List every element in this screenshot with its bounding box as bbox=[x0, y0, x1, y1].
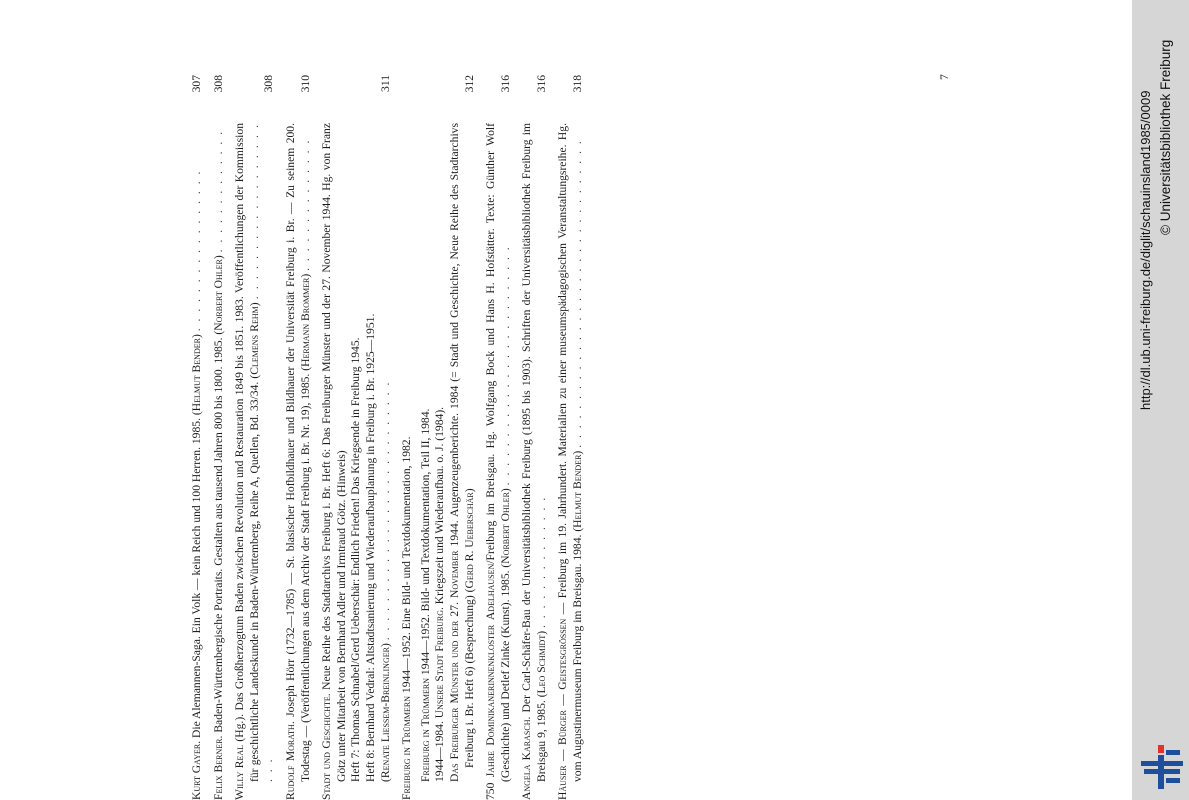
entry-page-number: 308 bbox=[262, 75, 276, 93]
entry-author: Kurt Gayer bbox=[190, 743, 203, 800]
entry-sub-item: 1944—1984. Unsere Stadt Freiburg. Kriegszeit und Wiederaufbau. o. J. (1984). bbox=[433, 406, 447, 782]
entry-sub-item: Heft 7: Thomas Schnabel/Gerd Ueberschär: Endlich Frieden! Das Kriegsende in Freiburg 1945. bbox=[349, 337, 363, 782]
toc-entry: Rudolf Morath. Joseph Hörr (1732—1785) — St. blasischer Hofbildhauer und Bildhauer der Universität Freiburg i. Br. — Zu seinem 200. Todestag — (Veröffentlichungen aus dem Archiv der Stadt Freiburg i. Br. Nr. 19), 1985. (Hermann Brommer) . . . . . . . . . . . . . . 310 bbox=[283, 75, 312, 800]
entry-reviewer: Helmut Bender bbox=[571, 454, 585, 528]
entry-page-number: 316 bbox=[534, 75, 548, 93]
entry-author: Felix Berner bbox=[211, 738, 225, 800]
entry-author: 750 Jahre Dominikanerinnenkloster Adelhausen bbox=[484, 563, 498, 800]
entry-page-number: 318 bbox=[571, 75, 585, 93]
toc-entry: 750 Jahre Dominikanerinnenkloster Adelhausen/Freiburg im Breisgau. Hg. Wolfgang Bock und Hans H. Hofstätter. Texte: Günther Wolf (Geschichte) und Detlef Zinke (Kunst). 1985. (Norbert Ohler) . . . . . . . . . . . . . . . . . . . . . . . . . 316 bbox=[484, 75, 512, 800]
toc-entry: Häuser — Bürger — Geistesgrössen — Freiburg im 19. Jahrhundert. Materialien zu einer museumspädagogischen Veranstaltungsreihe. Hg. vom Augustinermuseum Freiburg im Breisgau. 1984. (Helmut Bender) . . . . . . . . . . . . . . . . . . . . . . . . . . . . . . . . 318 bbox=[556, 75, 585, 800]
entry-author: Angela Karasch bbox=[520, 719, 534, 800]
entry-page-number: 310 bbox=[298, 75, 312, 93]
entry-page-number: 308 bbox=[211, 75, 225, 93]
entry-page-number: 307 bbox=[190, 75, 203, 93]
entry-sub-item: Das Freiburger Münster und der 27. November 1944. Augenzeugenberichte. 1984 (= Stadt und Geschichte, Neue Reihe des Stadtarchivs Freiburg i. Br. Heft 6) (Besprechung) (Gerd R. Ueberschär) bbox=[447, 123, 476, 782]
page-number: 7 bbox=[938, 74, 951, 80]
toc-entry: Willy Real (Hg.). Das Großherzogtum Baden zwischen Revolution und Restauration 1849 bis 1851. 1983. Veröffentlichungen der Kommission für geschichtliche Landeskunde in Baden-Württemberg, Reihe A, Quellen, Bd. 33/34. (Clemens Rehm) . . . . . . . . . . . . . . . . . . . . . 308 bbox=[233, 75, 276, 800]
entry-reviewer: Renate Liessem-Breinlinger bbox=[378, 647, 392, 779]
entry-page-number: 316 bbox=[498, 75, 512, 93]
entry-reviewer: Norbert Ohler bbox=[211, 259, 225, 331]
entry-author: Freiburg in Trümmern bbox=[400, 695, 414, 800]
toc-entry: Kurt Gayer. Die Alemannen-Saga. Ein Volk — kein Reich und 100 Herren. 1985. (Helmut Bender) . . . . . . . . . . . . . . . . . 307 bbox=[190, 75, 203, 800]
entry-author: Häuser — Bürger — Geistesgrössen bbox=[556, 618, 570, 800]
document-page bbox=[190, 55, 951, 800]
sidebar bbox=[1132, 0, 1189, 800]
entry-sub-item: Freiburg in Trümmern 1944—1952. Bild- und Textdokumentation, Teil II, 1984. bbox=[418, 408, 432, 782]
table-of-contents bbox=[190, 75, 593, 800]
entry-reviewer: Leo Schmidt bbox=[534, 634, 548, 694]
toc-entry: Angela Karasch. Der Carl-Schäfer-Bau der Universitätsbibliothek Freiburg (1895 bis 1903). Schriften der Universitätsbibliothek Freiburg im Breisgau 9, 1985. (Leo Schmidt) . . . . . . . . . . . . . . 316 bbox=[520, 75, 548, 800]
rotated-page bbox=[190, 74, 951, 800]
toc-entry: Felix Berner. Baden-Württembergische Portraits. Gestalten aus tausend Jahren 800 bis 1800. 1985. (Norbert Ohler) . . . . . . . . . . . . . 308 bbox=[211, 75, 225, 800]
entry-author: Willy Real bbox=[233, 744, 247, 800]
entry-reviewer: Clemens Rehm bbox=[247, 306, 261, 375]
entry-reviewer: Helmut Bender bbox=[190, 338, 203, 412]
entry-reviewer: Norbert Ohler bbox=[498, 492, 512, 564]
entry-page-number: 312 bbox=[462, 75, 476, 93]
entry-sub-item: Heft 8: Bernhard Vedral: Altstadtsanierung und Wiederaufbauplanung in Freiburg i. Br. 1925—1951. bbox=[363, 313, 377, 782]
entry-reviewer: Hermann Brommer bbox=[298, 277, 312, 367]
entry-page-number: 311 bbox=[378, 75, 392, 92]
entry-author: Rudolf Morath bbox=[283, 724, 297, 800]
source-url-link[interactable]: http://dl.ub.uni-freiburg.de/diglit/schauinsland1985/0009 bbox=[1138, 90, 1153, 410]
entry-author: Stadt und Geschichte bbox=[320, 696, 334, 800]
ub-freiburg-logo-icon bbox=[1141, 745, 1183, 789]
toc-entry: Freiburg in Trümmern 1944—1952. Eine Bild- und Textdokumentation, 1982. Freiburg in Trümmern 1944—1952. Bild- und Textdokumentation, Teil II, 1984. 1944—1984. Unsere Stadt Freiburg. Kriegszeit und Wiederaufbau. o. J. (1984). Das Freiburger Münster und der 27. November 1944. Augenzeugenberichte. 1984 (= Stadt und Geschichte, Neue Reihe des Stadtarchivs Freiburg i. Br. Heft 6) (Besprechung) (Gerd R. Ueberschär) 312 bbox=[400, 75, 476, 800]
copyright-text: © Universitätsbibliothek Freiburg bbox=[1158, 39, 1173, 235]
toc-entry: Stadt und Geschichte. Neue Reihe des Stadtarchivs Freiburg i. Br. Heft 6: Das Freiburger Münster und der 27. November 1944. Hg. von Franz Götz unter Mitarbeit von Bernhard Adler und Irmtraud Götz. (Hinweis) Heft 7: Thomas Schnabel/Gerd Ueberschär: Endlich Frieden! Das Kriegsende in Freiburg 1945. Heft 8: Bernhard Vedral: Altstadtsanierung und Wiederaufbauplanung in Freiburg i. Br. 1925—1951. (Renate Liessem-Breinlinger) . . . . . . . . . . . . . . . . . . . . . . . . . . . 311 bbox=[320, 75, 392, 800]
